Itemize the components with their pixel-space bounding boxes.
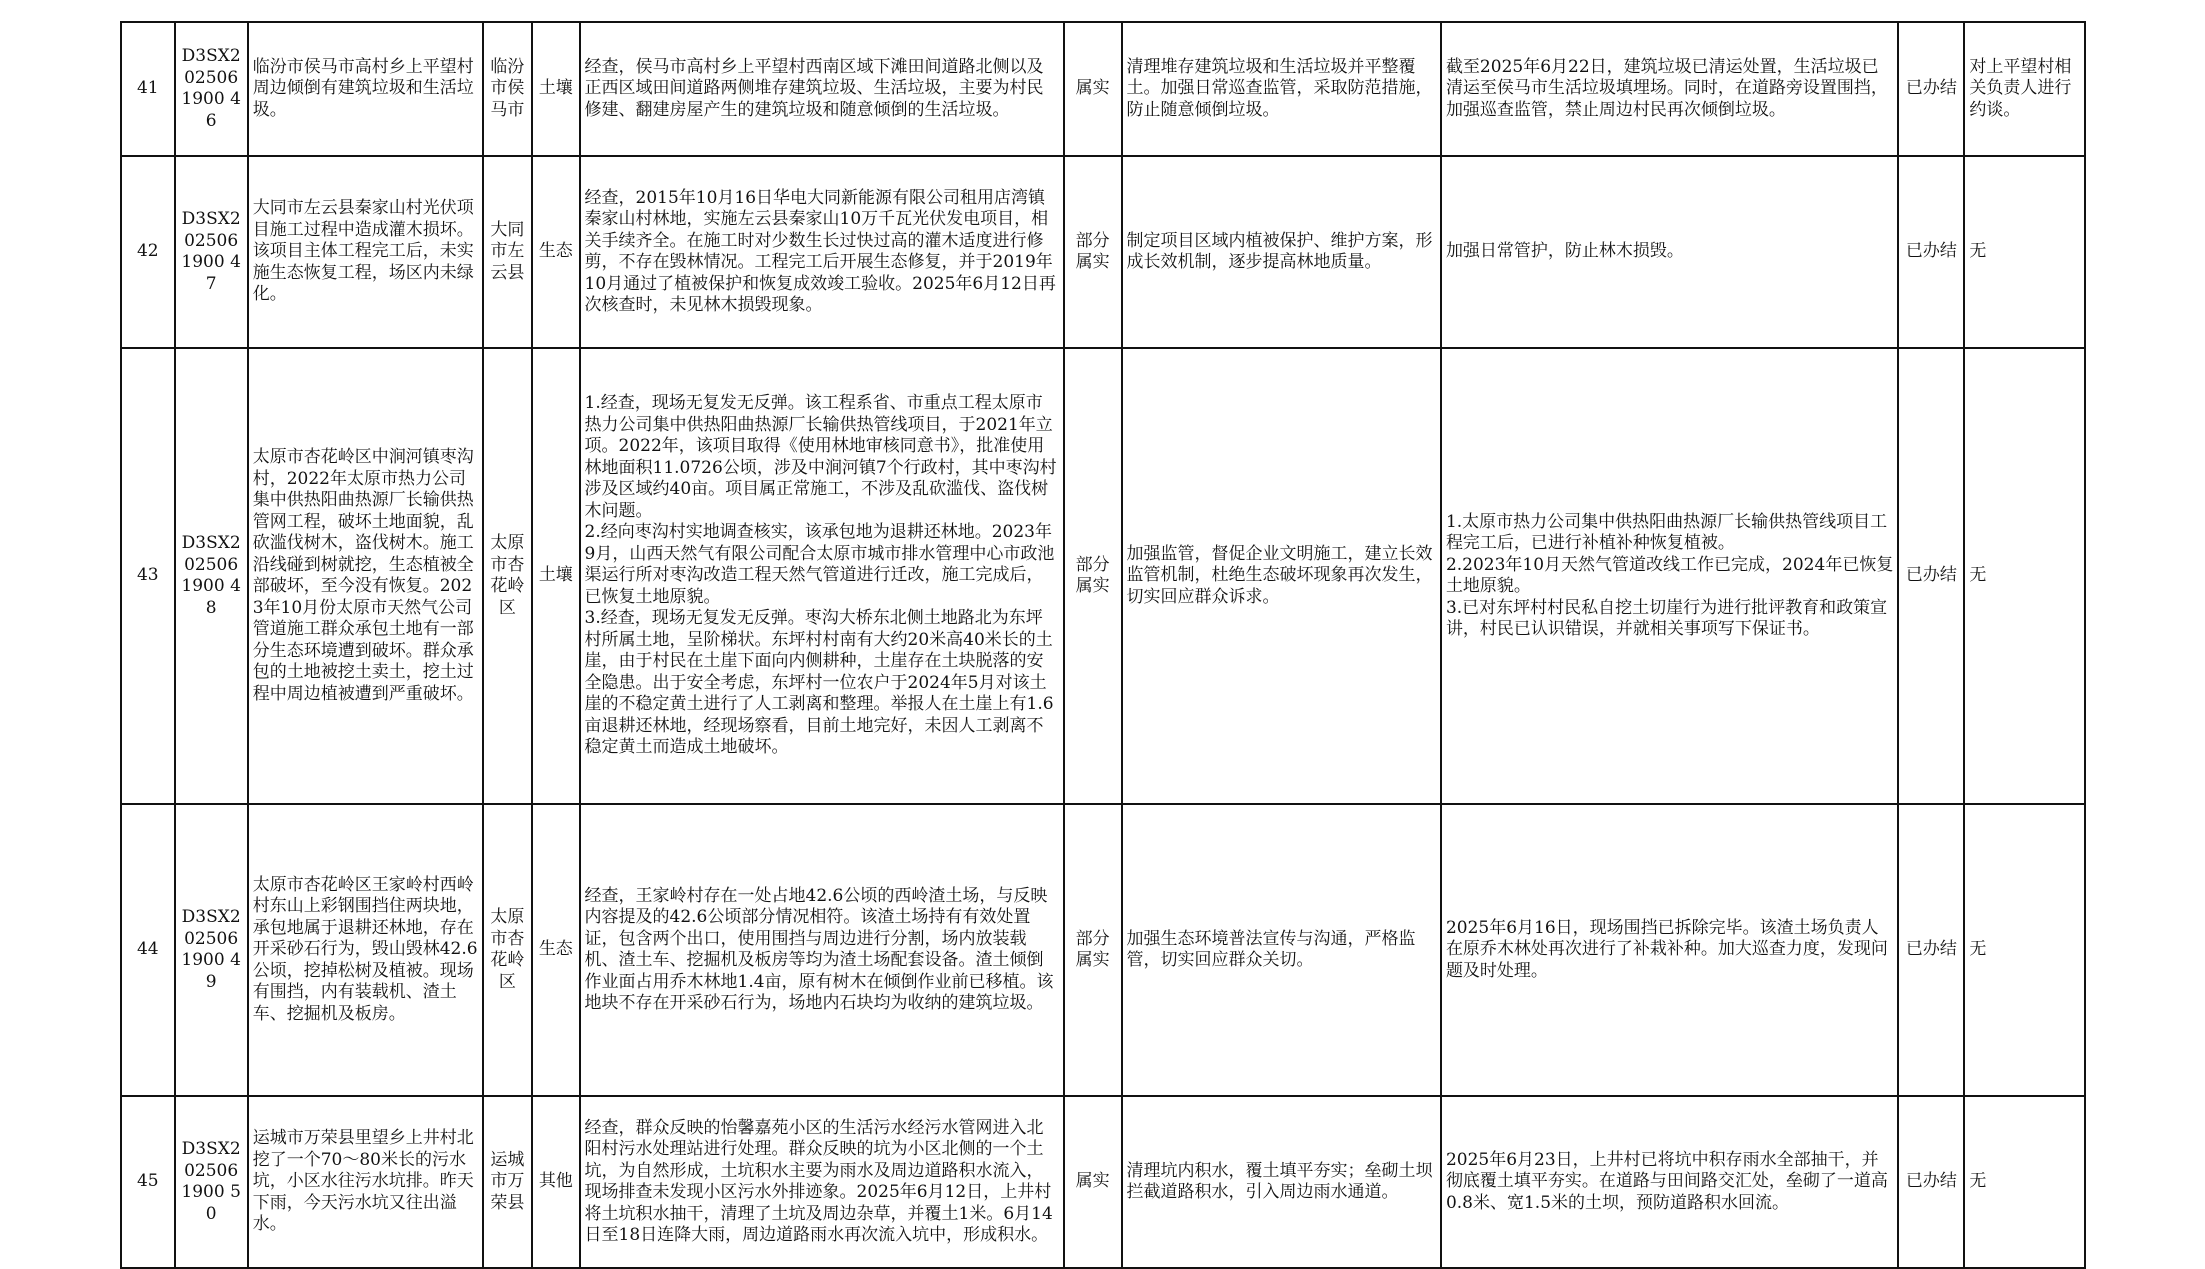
completion-status: 已办结 [1898, 348, 1964, 804]
accountability-cell: 无 [1964, 348, 2085, 804]
row-number: 44 [121, 804, 175, 1096]
rectification-measures: 清理坑内积水，覆土填平夯实；垒砌土坝拦截道路积水，引入周边雨水通道。 [1122, 1096, 1441, 1268]
accountability-cell: 无 [1964, 156, 2085, 348]
pollution-type: 土壤 [532, 348, 579, 804]
table-row [121, 804, 2085, 1096]
rectification-measures: 加强监管，督促企业文明施工，建立长效监管机制，杜绝生态破坏现象再次发生，切实回应群众诉求。 [1122, 348, 1441, 804]
rectification-result: 截至2025年6月22日，建筑垃圾已清运处置，生活垃圾已清运至侯马市生活垃圾填埋场。同时，在道路旁设置围挡，加强巡查监管，禁止周边村民再次倾倒垃圾。 [1441, 22, 1899, 156]
pollution-type: 生态 [532, 804, 579, 1096]
complaint-description: 太原市杏花岭区王家岭村西岭村东山上彩钢围挡住两块地，承包地属于退耕还林地，存在开采砂石行为，毁山毁林42.6公顷，挖掉松树及植被。现场有围挡，内有装载机、渣土车、挖掘机及板房。 [248, 804, 483, 1096]
verification-status: 部分属实 [1064, 348, 1122, 804]
completion-status: 已办结 [1898, 22, 1964, 156]
complaints-table [120, 21, 2086, 1269]
verification-status: 属实 [1064, 1096, 1122, 1268]
verification-status: 部分属实 [1064, 804, 1122, 1096]
case-code: D3SX2025061900 49 [175, 804, 248, 1096]
completion-status: 已办结 [1898, 804, 1964, 1096]
rectification-measures: 清理堆存建筑垃圾和生活垃圾并平整覆土。加强日常巡查监管，采取防范措施，防止随意倾倒垃圾。 [1122, 22, 1441, 156]
region-cell: 临汾市侯马市 [483, 22, 532, 156]
investigation-findings: 经查，2015年10月16日华电大同新能源有限公司租用店湾镇秦家山村林地，实施左云县秦家山10万千瓦光伏发电项目，相关手续齐全。在施工时对少数生长过快过高的灌木适度进行修剪，不存在毁林情况。工程完工后开展生态修复，并于2019年10月通过了植被保护和恢复成效竣工验收。2025年6月12日再次核查时，未见林木损毁现象。 [580, 156, 1064, 348]
verification-status: 部分属实 [1064, 156, 1122, 348]
complaint-description: 临汾市侯马市高村乡上平望村周边倾倒有建筑垃圾和生活垃圾。 [248, 22, 483, 156]
rectification-result: 加强日常管护，防止林木损毁。 [1441, 156, 1899, 348]
result-paragraph: 3.已对东坪村村民私自挖土切崖行为进行批评教育和政策宣讲，村民已认识错误，并就相关事项写下保证书。 [1445, 597, 1888, 639]
region-cell: 太原市杏花岭区 [483, 804, 532, 1096]
accountability-cell: 无 [1964, 1096, 2085, 1268]
table-row [121, 1096, 2085, 1268]
verification-status: 属实 [1064, 22, 1122, 156]
accountability-cell: 对上平望村相关负责人进行约谈。 [1964, 22, 2085, 156]
region-cell: 大同市左云县 [483, 156, 532, 348]
rectification-result: 2025年6月23日，上井村已将坑中积存雨水全部抽干，并彻底覆土填平夯实。在道路与田间路交汇处，垒砌了一道高0.8米、宽1.5米的土坝，预防道路积水回流。 [1441, 1096, 1899, 1268]
region-cell: 太原市杏花岭区 [483, 348, 532, 804]
table-row [121, 156, 2085, 348]
finding-paragraph: 2.经向枣沟村实地调查核实，该承包地为退耕还林地。2023年9月，山西天然气有限公司配合太原市城市排水管理中心市政池渠运行所对枣沟改造工程天然气管道进行迁改，施工完成后，已恢复土地原貌。 [584, 522, 1055, 607]
accountability-cell: 无 [1964, 804, 2085, 1096]
rectification-result: 2025年6月16日，现场围挡已拆除完毕。该渣土场负责人在原乔木林处再次进行了补栽补种。加大巡查力度，发现问题及时处理。 [1441, 804, 1899, 1096]
table-row [121, 348, 2085, 804]
table-row [121, 22, 2085, 156]
case-code: D3SX2025061900 48 [175, 348, 248, 804]
finding-paragraph: 3.经查，现场无复发无反弹。枣沟大桥东北侧土地路北为东坪村所属土地，呈阶梯状。东坪村村南有大约20米高40米长的土崖，由于村民在土崖下面向内侧耕种，土崖存在土块脱落的安全隐患。出于安全考虑，东坪村一位农户于2024年5月对该土崖的不稳定黄土进行了人工剥离和整理。举报人在土崖上有1.6亩退耕还林地，经现场察看，目前土地完好，未因人工剥离不稳定黄土而造成土地破坏。 [584, 608, 1054, 758]
rectification-result [1441, 348, 1899, 804]
case-code: D3SX2025061900 47 [175, 156, 248, 348]
complaint-description: 大同市左云县秦家山村光伏项目施工过程中造成灌木损坏。该项目主体工程完工后，未实施生态恢复工程，场区内未绿化。 [248, 156, 483, 348]
completion-status: 已办结 [1898, 156, 1964, 348]
investigation-findings: 经查，群众反映的怡馨嘉苑小区的生活污水经污水管网进入北阳村污水处理站进行处理。群众反映的坑为小区北侧的一个土坑，为自然形成，土坑积水主要为雨水及周边道路积水流入，现场排查未发现小区污水外排迹象。2025年6月12日，上井村将土坑积水抽干，清理了土坑及周边杂草，并覆土1米。6月14日至18日连降大雨，周边道路雨水再次流入坑中，形成积水。 [580, 1096, 1064, 1268]
pollution-type: 土壤 [532, 22, 579, 156]
finding-paragraph: 1.经查，现场无复发无反弹。该工程系省、市重点工程太原市热力公司集中供热阳曲热源厂长输供热管线项目，于2021年立项。2022年，该项目取得《使用林地审核同意书》，批准使用林地面积11.0726公顷，涉及中涧河镇7个行政村，其中枣沟村涉及区域约40亩。项目属正常施工，不涉及乱砍滥伐、盗伐树木问题。 [584, 393, 1057, 521]
completion-status: 已办结 [1898, 1096, 1964, 1268]
region-cell: 运城市万荣县 [483, 1096, 532, 1268]
row-number: 45 [121, 1096, 175, 1268]
rectification-measures: 加强生态环境普法宣传与沟通，严格监管，切实回应群众关切。 [1122, 804, 1441, 1096]
pollution-type: 生态 [532, 156, 579, 348]
complaint-description: 运城市万荣县里望乡上井村北挖了一个70～80米长的污水坑，小区水往污水坑排。昨天下雨，今天污水坑又往出溢水。 [248, 1096, 483, 1268]
row-number: 42 [121, 156, 175, 348]
investigation-findings: 经查，侯马市高村乡上平望村西南区域下滩田间道路北侧以及正西区域田间道路两侧堆存建筑垃圾、生活垃圾，主要为村民修建、翻建房屋产生的建筑垃圾和随意倾倒的生活垃圾。 [580, 22, 1064, 156]
case-code: D3SX2025061900 46 [175, 22, 248, 156]
investigation-findings [580, 348, 1064, 804]
investigation-findings: 经查，王家岭村存在一处占地42.6公顷的西岭渣土场，与反映内容提及的42.6公顷部分情况相符。该渣土场持有有效处置证，包含两个出口，使用围挡与周边进行分割，场内放装载机、渣土车、挖掘机及板房等均为渣土场配套设备。渣土倾倒作业面占用乔木林地1.4亩，原有树木在倾倒作业前已移植。该地块不存在开采砂石行为，场地内石块均为收纳的建筑垃圾。 [580, 804, 1064, 1096]
rectification-measures: 制定项目区域内植被保护、维护方案，形成长效机制，逐步提高林地质量。 [1122, 156, 1441, 348]
row-number: 43 [121, 348, 175, 804]
result-paragraph: 2.2023年10月天然气管道改线工作已完成，2024年已恢复土地原貌。 [1445, 554, 1894, 596]
pollution-type: 其他 [532, 1096, 579, 1268]
row-number: 41 [121, 22, 175, 156]
complaint-description: 太原市杏花岭区中涧河镇枣沟村，2022年太原市热力公司集中供热阳曲热源厂长输供热管网工程，破坏土地面貌，乱砍滥伐树木，盗伐树木。施工沿线碰到树就挖，生态植被全部破坏，至今没有恢复。2023年10月份太原市天然气公司管道施工群众承包土地有一部分生态环境遭到破坏。群众承包的土地被挖土卖土，挖土过程中周边植被遭到严重破坏。 [248, 348, 483, 804]
case-code: D3SX2025061900 50 [175, 1096, 248, 1268]
result-paragraph: 1.太原市热力公司集中供热阳曲热源厂长输供热管线项目工程完工后，已进行补植补种恢复植被。 [1445, 511, 1888, 553]
